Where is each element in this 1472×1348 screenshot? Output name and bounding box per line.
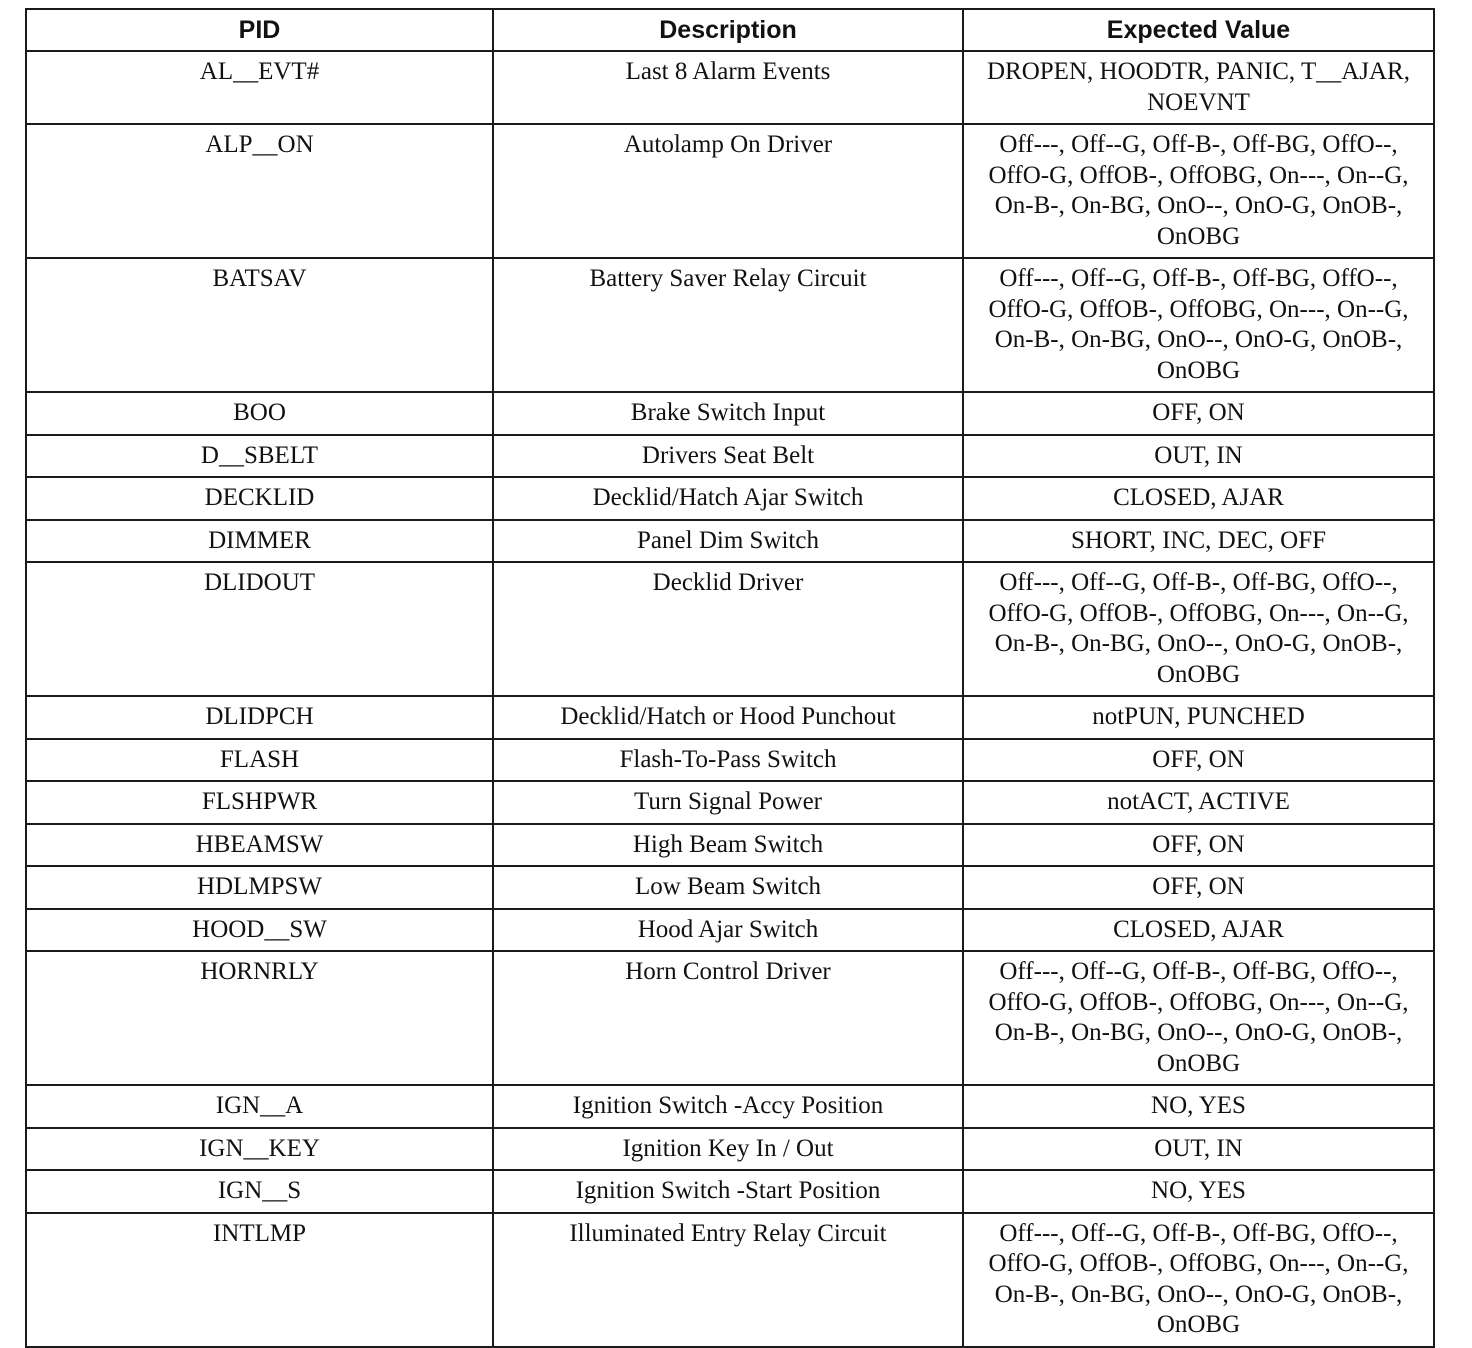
pid-cell: HOOD__SW bbox=[26, 909, 493, 952]
expected-value-cell: OUT, IN bbox=[963, 1128, 1434, 1171]
pid-cell: ALP__ON bbox=[26, 124, 493, 258]
table-row bbox=[26, 562, 1434, 696]
expected-value-cell: Off---, Off--G, Off-B-, Off-BG, OffO--, OffO-G, OffOB-, OffOBG, On---, On--G, On-B-, On-BG, OnO--, OnO-G, OnOB-, OnOBG bbox=[963, 124, 1434, 258]
expected-value-cell: notACT, ACTIVE bbox=[963, 781, 1434, 824]
description-cell: Decklid Driver bbox=[493, 562, 963, 696]
description-cell: High Beam Switch bbox=[493, 824, 963, 867]
pid-cell: IGN__A bbox=[26, 1085, 493, 1128]
table-header-row bbox=[26, 9, 1434, 51]
pid-cell: DLIDOUT bbox=[26, 562, 493, 696]
expected-value-cell: notPUN, PUNCHED bbox=[963, 696, 1434, 739]
pid-cell: AL__EVT# bbox=[26, 51, 493, 124]
description-cell: Turn Signal Power bbox=[493, 781, 963, 824]
table-row bbox=[26, 1170, 1434, 1213]
description-cell: Ignition Switch -Accy Position bbox=[493, 1085, 963, 1128]
description-cell: Flash-To-Pass Switch bbox=[493, 739, 963, 782]
expected-value-cell: SHORT, INC, DEC, OFF bbox=[963, 520, 1434, 563]
description-cell: Decklid/Hatch or Hood Punchout bbox=[493, 696, 963, 739]
description-cell: Low Beam Switch bbox=[493, 866, 963, 909]
pid-cell: FLSHPWR bbox=[26, 781, 493, 824]
description-cell: Hood Ajar Switch bbox=[493, 909, 963, 952]
expected-value-cell: Off---, Off--G, Off-B-, Off-BG, OffO--, OffO-G, OffOB-, OffOBG, On---, On--G, On-B-, On-BG, OnO--, OnO-G, OnOB-, OnOBG bbox=[963, 562, 1434, 696]
description-cell: Horn Control Driver bbox=[493, 951, 963, 1085]
table-row bbox=[26, 739, 1434, 782]
table-row bbox=[26, 696, 1434, 739]
description-cell: Battery Saver Relay Circuit bbox=[493, 258, 963, 392]
pid-cell: HDLMPSW bbox=[26, 866, 493, 909]
table-row bbox=[26, 51, 1434, 124]
expected-value-cell: OFF, ON bbox=[963, 739, 1434, 782]
table-row bbox=[26, 124, 1434, 258]
table-row bbox=[26, 781, 1434, 824]
expected-value-cell: OFF, ON bbox=[963, 392, 1434, 435]
pid-cell: DLIDPCH bbox=[26, 696, 493, 739]
expected-value-cell: CLOSED, AJAR bbox=[963, 477, 1434, 520]
table-row bbox=[26, 1128, 1434, 1171]
description-cell: Illuminated Entry Relay Circuit bbox=[493, 1213, 963, 1347]
description-cell: Autolamp On Driver bbox=[493, 124, 963, 258]
description-cell: Ignition Key In / Out bbox=[493, 1128, 963, 1171]
table-body bbox=[26, 51, 1434, 1347]
table-row bbox=[26, 824, 1434, 867]
expected-value-cell: DROPEN, HOODTR, PANIC, T__AJAR, NOEVNT bbox=[963, 51, 1434, 124]
description-cell: Last 8 Alarm Events bbox=[493, 51, 963, 124]
expected-value-cell: OFF, ON bbox=[963, 824, 1434, 867]
pid-cell: IGN__S bbox=[26, 1170, 493, 1213]
table-row bbox=[26, 951, 1434, 1085]
pid-cell: IGN__KEY bbox=[26, 1128, 493, 1171]
pid-cell: BATSAV bbox=[26, 258, 493, 392]
expected-value-cell: NO, YES bbox=[963, 1085, 1434, 1128]
pid-cell: D__SBELT bbox=[26, 435, 493, 478]
table-row bbox=[26, 392, 1434, 435]
table-row bbox=[26, 477, 1434, 520]
table-row bbox=[26, 435, 1434, 478]
description-cell: Drivers Seat Belt bbox=[493, 435, 963, 478]
pid-cell: BOO bbox=[26, 392, 493, 435]
expected-value-cell: Off---, Off--G, Off-B-, Off-BG, OffO--, OffO-G, OffOB-, OffOBG, On---, On--G, On-B-, On-BG, OnO--, OnO-G, OnOB-, OnOBG bbox=[963, 951, 1434, 1085]
description-cell: Brake Switch Input bbox=[493, 392, 963, 435]
header-pid: PID bbox=[26, 9, 493, 51]
table-row bbox=[26, 520, 1434, 563]
expected-value-cell: OFF, ON bbox=[963, 866, 1434, 909]
pid-cell: FLASH bbox=[26, 739, 493, 782]
table-row bbox=[26, 909, 1434, 952]
description-cell: Decklid/Hatch Ajar Switch bbox=[493, 477, 963, 520]
pid-table bbox=[25, 8, 1435, 1348]
pid-cell: INTLMP bbox=[26, 1213, 493, 1347]
pid-cell: HORNRLY bbox=[26, 951, 493, 1085]
header-description: Description bbox=[493, 9, 963, 51]
pid-cell: DECKLID bbox=[26, 477, 493, 520]
table-row bbox=[26, 1085, 1434, 1128]
expected-value-cell: CLOSED, AJAR bbox=[963, 909, 1434, 952]
table-row bbox=[26, 866, 1434, 909]
description-cell: Panel Dim Switch bbox=[493, 520, 963, 563]
expected-value-cell: Off---, Off--G, Off-B-, Off-BG, OffO--, OffO-G, OffOB-, OffOBG, On---, On--G, On-B-, On-BG, OnO--, OnO-G, OnOB-, OnOBG bbox=[963, 1213, 1434, 1347]
expected-value-cell: OUT, IN bbox=[963, 435, 1434, 478]
expected-value-cell: NO, YES bbox=[963, 1170, 1434, 1213]
pid-cell: DIMMER bbox=[26, 520, 493, 563]
table-row bbox=[26, 1213, 1434, 1347]
header-expected-value: Expected Value bbox=[963, 9, 1434, 51]
pid-cell: HBEAMSW bbox=[26, 824, 493, 867]
table-row bbox=[26, 258, 1434, 392]
expected-value-cell: Off---, Off--G, Off-B-, Off-BG, OffO--, OffO-G, OffOB-, OffOBG, On---, On--G, On-B-, On-BG, OnO--, OnO-G, OnOB-, OnOBG bbox=[963, 258, 1434, 392]
description-cell: Ignition Switch -Start Position bbox=[493, 1170, 963, 1213]
